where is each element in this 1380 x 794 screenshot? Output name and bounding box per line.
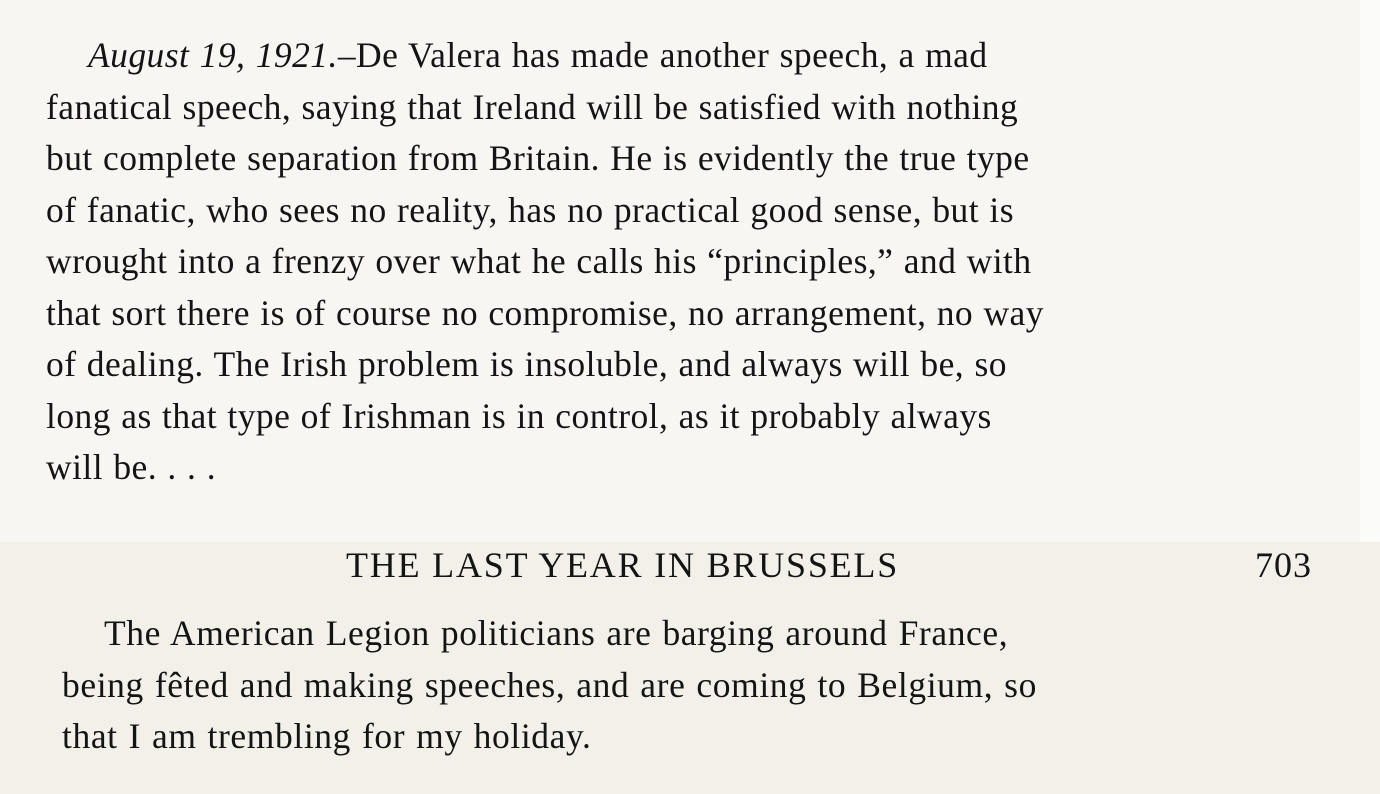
paragraph bbox=[62, 608, 1314, 763]
entry-line: of fanatic, who sees no reality, has no practical good sense, but is bbox=[46, 189, 1014, 230]
entry-line: De Valera has made another speech, a mad bbox=[356, 35, 988, 75]
paragraph-line: that I am trembling for my holiday. bbox=[62, 716, 592, 756]
entry-line: long as that type of Irishman is in control, as it probably always bbox=[46, 395, 992, 436]
page-number: 703 bbox=[1255, 545, 1312, 585]
scan-edge bbox=[1360, 0, 1380, 542]
running-header bbox=[346, 540, 1312, 590]
entry-line: of dealing. The Irish problem is insoluble, and always will be, so bbox=[46, 344, 1007, 384]
paragraph-line: being fêted and making speeches, and are coming to Belgium, so bbox=[62, 664, 1037, 705]
entry-dash: – bbox=[337, 35, 357, 75]
entry-line: wrought into a frenzy over what he calls his “principles,” and with bbox=[46, 241, 1032, 281]
entry-line: will be. . . . bbox=[46, 447, 217, 487]
paragraph-line: The American Legion politicians are barging around France, bbox=[104, 613, 1009, 653]
entry-line: that sort there is of course no compromise, no arrangement, no way bbox=[46, 292, 1044, 333]
diary-entry bbox=[46, 30, 1298, 494]
entry-line: fanatical speech, saying that Ireland will be satisfied with nothing bbox=[46, 86, 1019, 127]
entry-line: but complete separation from Britain. He is evidently the true type bbox=[46, 138, 1030, 178]
entry-date: August 19, 1921. bbox=[88, 35, 338, 75]
running-title: THE LAST YEAR IN BRUSSELS bbox=[346, 545, 900, 585]
